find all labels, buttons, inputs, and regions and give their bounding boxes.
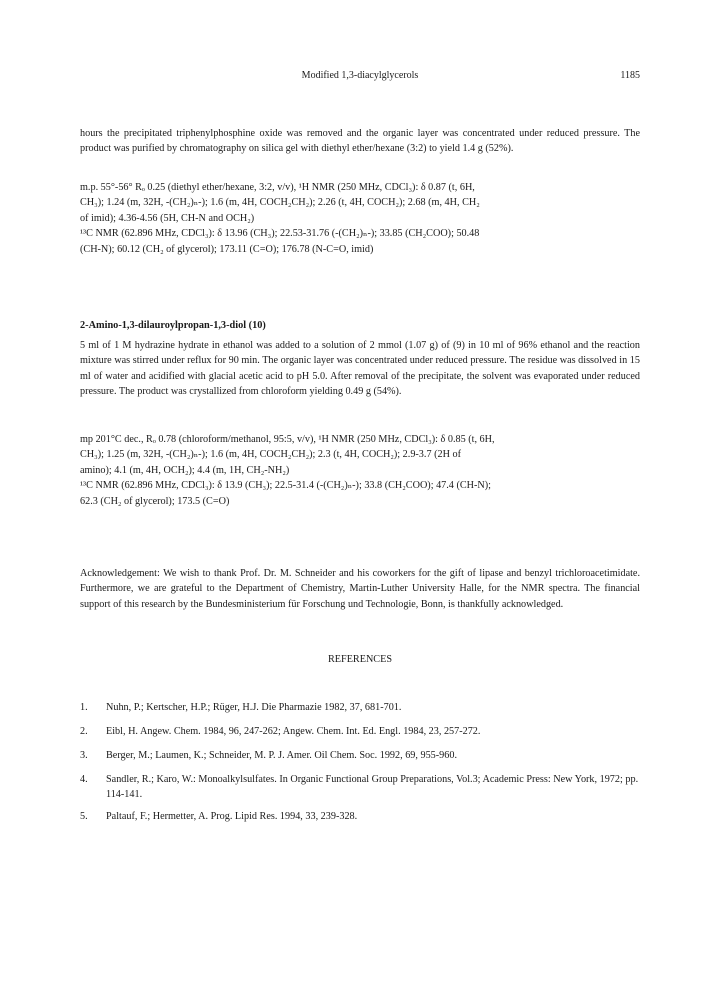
reference-item [80,809,640,824]
running-header [80,70,640,84]
reference-item [80,724,640,739]
compound-heading: 2-Amino-1,3-dilauroylpropan-1,3-diol (10) [80,320,266,331]
procedure-text-2: 5 ml of 1 M hydrazine hydrate in ethanol was added to a solution of 2 mmol (1.07 g) of (9) in 10 ml of 96% ethanol and the reaction mixture was stirred under reflux for 90 min. The organic layer was concentrated under reduced pressure. The residue was dissolved in 15 ml of water and acidified with glacial acetic acid to pH 5.0. After removal of the precipitate, the solvent was evaporated under reduced pressure. The product was crystallized from chloroform yielding 0.49 g (54%). [80,340,640,398]
spectral-line: CH₃); 1.25 (m, 32H, -(CH₂)ₙ-); 1.6 (m, 4H, COCH₂CH₂); 2.3 (t, 4H, COCH₂); 2.9-3.7 (2H of [80,449,461,461]
spectral-line: m.p. 55°-56° Rₒ 0.25 (diethyl ether/hexane, 3:2, v/v), ¹H NMR (250 MHz, CDCl₃): δ 0.87 (t, 6H, [80,182,475,193]
acknowledgement-text: Acknowledgement: We wish to thank Prof. Dr. M. Schneider and his coworkers for the gift of lipase and benzyl trichloroacetimidate. Furthermore, we are grateful to the Department of Chemistry, Martin-Luther University Halle, for the NMR spectra. The financial support of this research by the Bundesministerium für Forschung und Technologie, Bonn, is thankfully acknowledged. [80,568,640,610]
reference-number: 1. [80,702,88,713]
running-title: Modified 1,3-diacylglycerols [301,70,419,81]
procedure-text-1: hours the precipitated triphenylphosphine oxide was removed and the organic layer was concentrated under reduced pressure. The product was purified by chromatography on silica gel with diethyl ether/hexane (3:2) to yield 1.4 g (52%). [80,128,640,155]
procedure-paragraph-2 [80,338,640,400]
reference-text: Sandler, R.; Karo, W.: Monoalkylsulfates. In Organic Functional Group Preparations, Vol.3; Academic Press: New York, 1972; pp. 114-141. [106,774,639,800]
spectral-line: ¹³C NMR (62.896 MHz, CDCl₃): δ 13.9 (CH₃); 22.5-31.4 (-(CH₂)ₙ-); 33.8 (CH₂COO); 47.4 (CH-N); [80,480,491,492]
reference-text: Berger, M.; Laumen, K.; Schneider, M. P. J. Amer. Oil Chem. Soc. 1992, 69, 955-960. [106,750,457,761]
spectral-line: (CH-N); 60.12 (CH₂ of glycerol); 173.11 (C=O); 176.78 (N-C=O, imid) [80,243,374,255]
spectral-line: mp 201°C dec., Rₒ 0.78 (chloroform/methanol, 95:5, v/v), ¹H NMR (250 MHz, CDCl₃): δ 0.85 (t, 6H, [80,434,495,445]
spectral-line: CH₃); 1.24 (m, 32H, -(CH₂)ₙ-); 1.6 (m, 4H, COCH₂CH₂); 2.26 (t, 4H, COCH₂); 2.68 (m, 4H, CH₂ [80,197,480,209]
reference-item [80,772,640,802]
acknowledgement-paragraph [80,566,640,612]
reference-number: 4. [80,774,88,785]
reference-text: Eibl, H. Angew. Chem. 1984, 96, 247-262; Angew. Chem. Int. Ed. Engl. 1984, 23, 257-272. [106,726,481,737]
reference-number: 3. [80,750,88,761]
references-list [80,700,640,833]
reference-number: 2. [80,726,88,737]
procedure-paragraph-1 [80,126,640,157]
spectral-line: 62.3 (CH₂ of glycerol); 173.5 (C=O) [80,495,230,507]
spectral-line: of imid); 4.36-4.56 (5H, CH-N and OCH₂) [80,212,255,224]
spectral-line: amino); 4.1 (m, 4H, OCH₂); 4.4 (m, 1H, CH₂-NH₂) [80,464,290,476]
spectral-data-1 [80,180,640,257]
references-heading: REFERENCES [328,654,392,665]
spectral-data-2 [80,432,640,509]
reference-item [80,700,640,715]
page-number: 1185 [620,70,640,81]
reference-text: Nuhn, P.; Kertscher, H.P.; Rüger, H.J. Die Pharmazie 1982, 37, 681-701. [106,702,402,713]
reference-text: Paltauf, F.; Hermetter, A. Prog. Lipid Res. 1994, 33, 239-328. [106,811,358,822]
spectral-line: ¹³C NMR (62.896 MHz, CDCl₃): δ 13.96 (CH₃); 22.53-31.76 (-(CH₂)ₙ-); 33.85 (CH₂COO); 50.48 [80,228,480,240]
reference-number: 5. [80,811,88,822]
reference-item [80,748,640,763]
